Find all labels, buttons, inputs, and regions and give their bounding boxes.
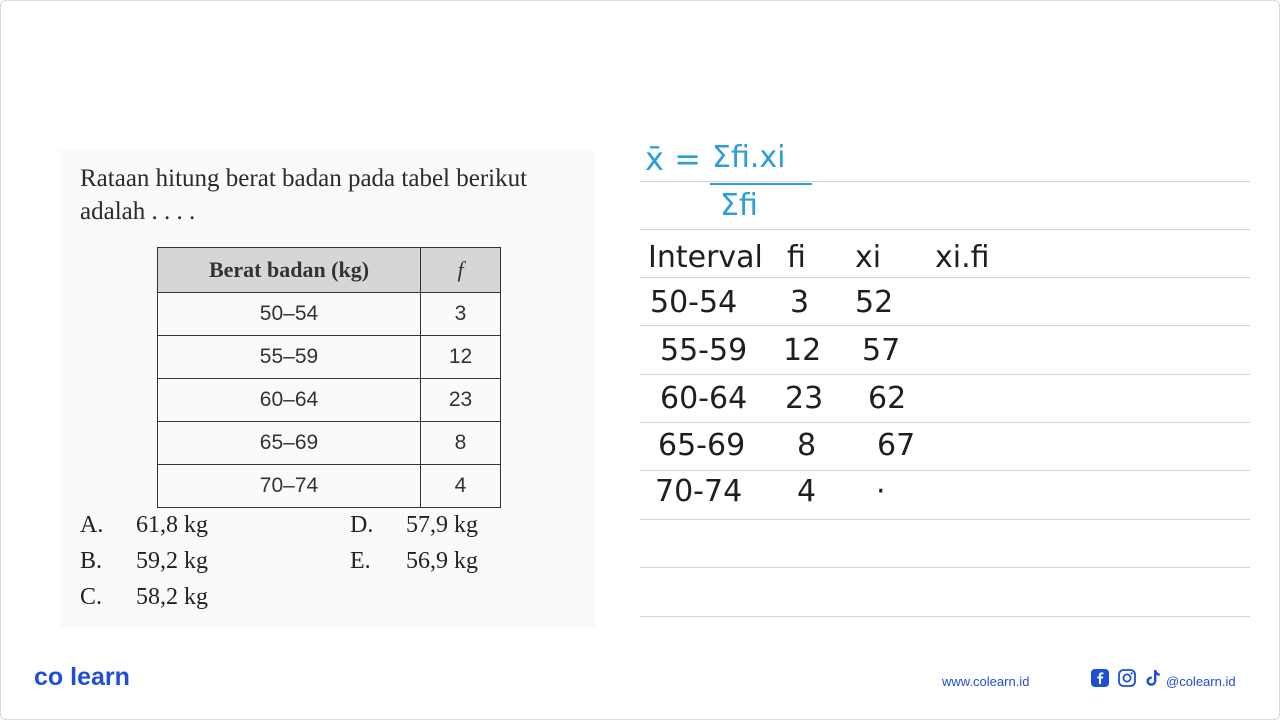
- notes-header-fi: fi: [787, 240, 806, 275]
- option-b[interactable]: [80, 548, 208, 575]
- table-row: [158, 422, 501, 465]
- table-cell-frequency: 3: [421, 293, 501, 336]
- option-a[interactable]: [80, 512, 208, 539]
- tiktok-icon[interactable]: [1143, 668, 1163, 688]
- notes-row-interval: 60-64: [660, 381, 748, 416]
- option-value: 56,9 kg: [406, 548, 478, 574]
- option-e[interactable]: [350, 548, 478, 575]
- footer-url[interactable]: www.colearn.id: [942, 674, 1030, 689]
- ruled-line: [640, 567, 1250, 568]
- option-c[interactable]: [80, 584, 208, 611]
- notes-row-interval: 50-54: [650, 285, 738, 320]
- table-cell-frequency: 4: [421, 465, 501, 508]
- notes-row-xi: 52: [855, 285, 894, 320]
- brand-logo: co learn: [34, 663, 130, 691]
- notes-row-fi: 8: [797, 428, 817, 463]
- notes-row-fi: 12: [783, 333, 822, 368]
- fraction-bar: [710, 183, 812, 185]
- table-header-row: [158, 248, 501, 293]
- option-d[interactable]: [350, 512, 478, 539]
- notes-row-xi: ·: [876, 474, 886, 509]
- ruled-line: [640, 277, 1250, 278]
- option-letter: A.: [80, 512, 104, 538]
- table-cell-interval: 50–54: [158, 293, 421, 336]
- formula-denominator: Σfi: [720, 188, 758, 223]
- option-value: 59,2 kg: [136, 548, 208, 574]
- option-letter: E.: [350, 548, 371, 574]
- instagram-icon[interactable]: [1117, 668, 1137, 688]
- table-header-weight: Berat badan (kg): [158, 248, 421, 293]
- question-text: Rataan hitung berat badan pada tabel berikut adalah . . . .: [80, 165, 528, 225]
- frequency-table: [157, 247, 501, 508]
- table-row: [158, 379, 501, 422]
- ruled-line: [640, 181, 1250, 182]
- table-header-frequency: f: [421, 248, 501, 293]
- table-row: [158, 293, 501, 336]
- social-handle[interactable]: @colearn.id: [1166, 674, 1236, 689]
- notes-row-interval: 70-74: [655, 474, 743, 509]
- notes-row-fi: 3: [790, 285, 810, 320]
- table-cell-frequency: 8: [421, 422, 501, 465]
- formula-numerator: Σfi.xi: [712, 140, 786, 175]
- ruled-line: [640, 325, 1250, 326]
- ruled-line: [640, 229, 1250, 230]
- notes-row-xi: 67: [877, 428, 916, 463]
- notes-header-interval: Interval: [648, 240, 763, 275]
- table-cell-frequency: 12: [421, 336, 501, 379]
- option-letter: D.: [350, 512, 374, 538]
- option-letter: C.: [80, 584, 103, 610]
- ruled-line: [640, 374, 1250, 375]
- ruled-line: [640, 422, 1250, 423]
- option-letter: B.: [80, 548, 103, 574]
- table-cell-interval: 65–69: [158, 422, 421, 465]
- notes-row-fi: 4: [797, 474, 817, 509]
- ruled-line: [640, 519, 1250, 520]
- option-value: 58,2 kg: [136, 584, 208, 610]
- ruled-line: [640, 616, 1250, 617]
- notes-row-xi: 62: [868, 381, 907, 416]
- notes-header-xi: xi: [855, 240, 882, 275]
- notes-header-xifi: xi.fi: [935, 240, 990, 275]
- notes-row-fi: 23: [785, 381, 824, 416]
- table-cell-frequency: 23: [421, 379, 501, 422]
- table-row: [158, 336, 501, 379]
- option-value: 57,9 kg: [406, 512, 478, 538]
- table-cell-interval: 70–74: [158, 465, 421, 508]
- notes-row-interval: 65-69: [658, 428, 746, 463]
- table-cell-interval: 60–64: [158, 379, 421, 422]
- option-value: 61,8 kg: [136, 512, 208, 538]
- facebook-icon[interactable]: [1090, 668, 1110, 688]
- notes-row-xi: 57: [862, 333, 901, 368]
- table-row: [158, 465, 501, 508]
- notes-row-interval: 55-59: [660, 333, 748, 368]
- ruled-line: [640, 470, 1250, 471]
- formula-lhs: x̄ =: [645, 140, 701, 178]
- table-cell-interval: 55–59: [158, 336, 421, 379]
